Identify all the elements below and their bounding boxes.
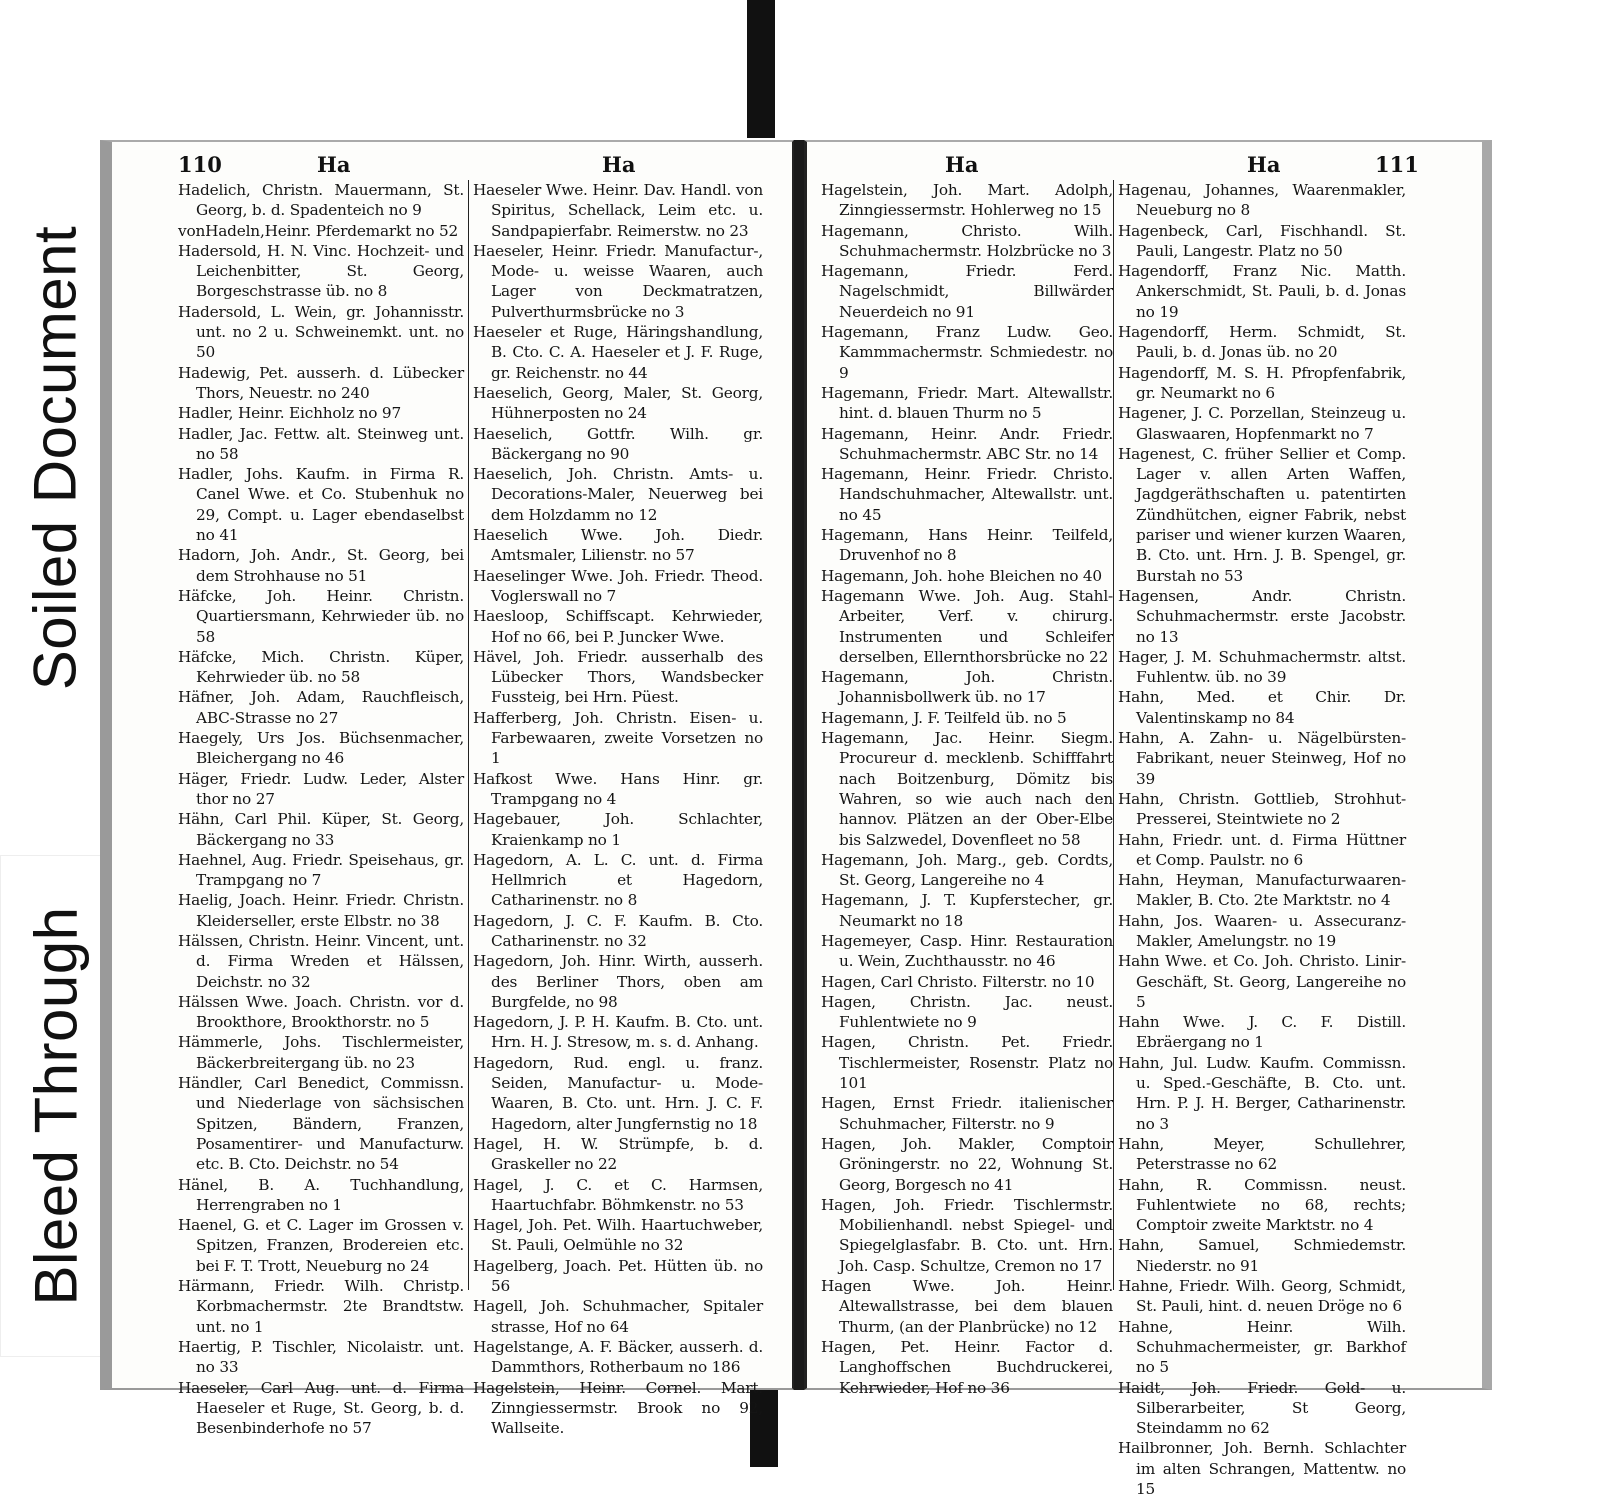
directory-entry: Hagemann, Heinr. Friedr. Christo. Handschuhmacher, Altewallstr. unt. no 45 bbox=[821, 465, 1113, 524]
directory-entry: Hagel, J. C. et C. Harmsen, Haartuchfabr. Böhmkenstr. no 53 bbox=[473, 1175, 763, 1214]
directory-entry: Hälssen, Christn. Heinr. Vincent, unt. d. Firma Wreden et Hälssen, Deichstr. no 32 bbox=[178, 931, 464, 991]
directory-entry: Hagelstange, A. F. Bäcker, ausserh. d. Dammthors, Rotherbaum no 186 bbox=[473, 1337, 763, 1377]
directory-entry: Haehnel, Aug. Friedr. Speisehaus, gr. Trampgang no 7 bbox=[178, 850, 464, 890]
directory-entry: Hadewig, Pet. ausserh. d. Lübecker Thors, Neuestr. no 240 bbox=[178, 363, 464, 402]
directory-entry: Hahn, Samuel, Schmiedemstr. Niederstr. no 91 bbox=[1118, 1236, 1406, 1275]
directory-entry: Hahn Wwe. J. C. F. Distill. Ebräergang no 1 bbox=[1118, 1013, 1406, 1052]
directory-entry: Hagedorn, Joh. Hinr. Wirth, ausserh. des Berliner Thors, oben am Burgfelde, no 98 bbox=[473, 952, 763, 1011]
directory-entry: Hagel, Joh. Pet. Wilh. Haartuchweber, St. Pauli, Oelmühle no 32 bbox=[473, 1216, 763, 1255]
directory-entry: Hagen, Pet. Heinr. Factor d. Langhoffschen Buchdruckerei, Kehrwieder, Hof no 36 bbox=[821, 1337, 1113, 1397]
directory-entry: Hänel, B. A. Tuchhandlung, Herrengraben no 1 bbox=[178, 1175, 464, 1214]
page-number-right: 111 bbox=[1375, 152, 1419, 177]
directory-entry: Hagemann, Joh. Marg., geb. Cordts, St. Georg, Langereihe no 4 bbox=[821, 850, 1113, 890]
directory-entry: Hagebauer, Joh. Schlachter, Kraienkamp no 1 bbox=[473, 810, 763, 849]
directory-entry: Hagelberg, Joach. Pet. Hütten üb. no 56 bbox=[473, 1256, 763, 1296]
directory-entry: Hahn, Friedr. unt. d. Firma Hüttner et Comp. Paulstr. no 6 bbox=[1118, 830, 1406, 869]
directory-entry: Hagenbeck, Carl, Fischhandl. St. Pauli, Langestr. Platz no 50 bbox=[1118, 221, 1406, 260]
directory-entry: Hagenest, C. früher Sellier et Comp. Lager v. allen Arten Waffen, Jagdgeräthschaften u. patentirten Zündhütchen, eigner Fabrik, nebst pariser und wiener kurzen Waaren, B. Cto. unt. Hrn. J. B. Spengel, gr. Burstah no 53 bbox=[1118, 444, 1406, 585]
directory-entry: Hahne, Heinr. Wilh. Schuhmachermeister, gr. Barkhof no 5 bbox=[1118, 1317, 1406, 1377]
running-head-right-1: Ha bbox=[945, 152, 979, 177]
directory-entry: Hadler, Jac. Fettw. alt. Steinweg unt. no 58 bbox=[178, 424, 464, 463]
directory-entry: Hager, J. M. Schuhmachermstr. altst. Fuhlentw. üb. no 39 bbox=[1118, 647, 1406, 687]
directory-entry: Hagemeyer, Casp. Hinr. Restauration u. Wein, Zuchthausstr. no 46 bbox=[821, 931, 1113, 971]
right-page-column-2 bbox=[1113, 180, 1406, 1498]
page-number-left: 110 bbox=[178, 152, 222, 177]
directory-entry: Häger, Friedr. Ludw. Leder, Alster thor no 27 bbox=[178, 769, 464, 808]
running-head-right-2: Ha bbox=[1247, 152, 1281, 177]
directory-entry: Hagemann, Christo. Wilh. Schuhmachermstr. Holzbrücke no 3 bbox=[821, 221, 1113, 260]
directory-entry: Hafferberg, Joh. Christn. Eisen- u. Farbewaaren, zweite Vorsetzen no 1 bbox=[473, 708, 763, 768]
left-page-column-2 bbox=[468, 180, 763, 1438]
directory-entry: Haeselinger Wwe. Joh. Friedr. Theod. Voglerswall no 7 bbox=[473, 566, 763, 605]
directory-entry: Hahn, Heyman, Manufacturwaaren-Makler, B. Cto. 2te Marktstr. no 4 bbox=[1118, 871, 1406, 910]
directory-entry: Hagen, Joh. Friedr. Tischlermstr. Mobilienhandl. nebst Spiegel- und Spiegelglasfabr. B. Cto. unt. Hrn. Joh. Casp. Schultze, Cremon no 17 bbox=[821, 1195, 1113, 1275]
directory-entry: Haelig, Joach. Heinr. Friedr. Christn. Kleiderseller, erste Elbstr. no 38 bbox=[178, 891, 464, 930]
directory-entry: Häfcke, Mich. Christn. Küper, Kehrwieder üb. no 58 bbox=[178, 647, 464, 687]
directory-entry: Hafkost Wwe. Hans Hinr. gr. Trampgang no 4 bbox=[473, 769, 763, 808]
directory-entry: Haeseler Wwe. Heinr. Dav. Handl. von Spiritus, Schellack, Leim etc. u. Sandpapierfabr. Reimerstw. no 23 bbox=[473, 181, 763, 240]
directory-entry: Hämmerle, Johs. Tischlermeister, Bäckerbreitergang üb. no 23 bbox=[178, 1033, 464, 1072]
directory-entry: Hahn, A. Zahn- u. Nägelbürsten-Fabrikant, neuer Steinweg, Hof no 39 bbox=[1118, 729, 1406, 788]
directory-entry: Hahn, Christn. Gottlieb, Strohhut-Presserei, Steintwiete no 2 bbox=[1118, 789, 1406, 829]
directory-entry: Hagedorn, Rud. engl. u. franz. Seiden, Manufactur- u. Mode-Waaren, B. Cto. unt. Hrn. J. C. F. Hagedorn, alter Jungfernstig no 18 bbox=[473, 1053, 763, 1133]
directory-entry: Hagedorn, J. P. H. Kaufm. B. Cto. unt. Hrn. H. J. Stresow, m. s. d. Anhang. bbox=[473, 1013, 763, 1052]
directory-entry: Hadler, Heinr. Eichholz no 97 bbox=[178, 404, 401, 423]
soiled-document-label: Soiled Document bbox=[0, 220, 110, 695]
directory-entry: Hagemann, Heinr. Andr. Friedr. Schuhmachermstr. ABC Str. no 14 bbox=[821, 424, 1113, 463]
directory-entry: Hälssen Wwe. Joach. Christn. vor d. Brookthore, Brookthorstr. no 5 bbox=[178, 992, 464, 1032]
running-head-left-2: Ha bbox=[602, 152, 636, 177]
directory-entry: Haeseler, Carl Aug. unt. d. Firma Haeseler et Ruge, St. Georg, b. d. Besenbinderhofe no 57 bbox=[178, 1378, 464, 1438]
directory-entry: Haeseler, Heinr. Friedr. Manufactur-, Mode- u. weisse Waaren, auch Lager von Deckmatratzen, Pulverthurmsbrücke no 3 bbox=[473, 241, 763, 321]
directory-entry: Hagendorff, Franz Nic. Matth. Ankerschmidt, St. Pauli, b. d. Jonas no 19 bbox=[1118, 262, 1406, 321]
directory-entry: Hahne, Friedr. Wilh. Georg, Schmidt, St. Pauli, hint. d. neuen Dröge no 6 bbox=[1118, 1277, 1406, 1316]
directory-entry: Hagelstein, Joh. Mart. Adolph, Zinngiessermstr. Hohlerweg no 15 bbox=[821, 181, 1113, 220]
directory-entry: Häfcke, Joh. Heinr. Christn. Quartiersmann, Kehrwieder üb. no 58 bbox=[178, 586, 464, 646]
directory-entry: Hagendorff, Herm. Schmidt, St. Pauli, b. d. Jonas üb. no 20 bbox=[1118, 323, 1406, 362]
directory-entry: Haenel, G. et C. Lager im Grossen v. Spitzen, Franzen, Brodereien etc. bei F. T. Trott, Neueburg no 24 bbox=[178, 1216, 464, 1275]
directory-entry: Hagen, Joh. Makler, Comptoir Gröningerstr. no 22, Wohnung St. Georg, Borgesch no 41 bbox=[821, 1134, 1113, 1194]
directory-entry: Hagemann, J. F. Teilfeld üb. no 5 bbox=[821, 708, 1067, 727]
book-gutter bbox=[794, 140, 804, 1390]
directory-entry: Hagen, Christn. Jac. neust. Fuhlentwiete no 9 bbox=[821, 992, 1113, 1032]
directory-entry: Hahn Wwe. et Co. Joh. Christo. Linir-Geschäft, St. Georg, Langereihe no 5 bbox=[1118, 952, 1406, 1011]
directory-entry: Hadorn, Joh. Andr., St. Georg, bei dem Strohhause no 51 bbox=[178, 546, 464, 585]
left-page-column-1 bbox=[178, 180, 464, 1438]
directory-entry: Hagemann, Friedr. Mart. Altewallstr. hint. d. blauen Thurm no 5 bbox=[821, 383, 1113, 423]
directory-entry: Hagensen, Andr. Christn. Schuhmachermstr. erste Jacobstr. no 13 bbox=[1118, 586, 1406, 646]
left-page bbox=[100, 140, 794, 1438]
directory-entry: Härmann, Friedr. Wilh. Christp. Korbmachermstr. 2te Brandtstw. unt. no 1 bbox=[178, 1277, 464, 1336]
directory-entry: Haeselich, Gottfr. Wilh. gr. Bäckergang no 90 bbox=[473, 424, 763, 463]
right-page-column-1 bbox=[821, 180, 1113, 1398]
directory-entry: Haeselich Wwe. Joh. Diedr. Amtsmaler, Lilienstr. no 57 bbox=[473, 526, 763, 565]
directory-entry: Hagen, Christn. Pet. Friedr. Tischlermeister, Rosenstr. Platz no 101 bbox=[821, 1033, 1113, 1093]
directory-entry: Hahn, Meyer, Schullehrer, Peterstrasse no 62 bbox=[1118, 1134, 1406, 1174]
open-book bbox=[100, 140, 1492, 1498]
directory-entry: Hadersold, H. N. Vinc. Hochzeit- und Leichenbitter, St. Georg, Borgeschstrasse üb. no 8 bbox=[178, 241, 464, 301]
directory-entry: Hagener, J. C. Porzellan, Steinzeug u. Glaswaaren, Hopfenmarkt no 7 bbox=[1118, 404, 1406, 443]
directory-entry: Hagemann, Jac. Heinr. Siegm. Procureur d. mecklenb. Schifffahrt nach Boitzenburg, Dömitz bis Wahren, so wie auch nach den hannov. Plätzen an der Ober-Elbe bis Salzwedel, Dovenfleet no 58 bbox=[821, 729, 1113, 849]
directory-entry: Händler, Carl Benedict, Commissn. und Niederlage von sächsischen Spitzen, Bändern, Franzen, Posamentirer- und Manufacturw. etc. B. Cto. Deichstr. no 54 bbox=[178, 1074, 464, 1174]
directory-entry: Hagel, H. W. Strümpfe, b. d. Graskeller no 22 bbox=[473, 1134, 763, 1174]
directory-entry: Hadelich, Christn. Mauermann, St. Georg, b. d. Spadenteich no 9 bbox=[178, 181, 464, 220]
directory-entry: Hahn, Jos. Waaren- u. Assecuranz-Makler, Amelungstr. no 19 bbox=[1118, 911, 1406, 950]
directory-entry: Haeselich, Georg, Maler, St. Georg, Hühnerposten no 24 bbox=[473, 383, 763, 423]
directory-entry: Hagemann, J. T. Kupferstecher, gr. Neumarkt no 18 bbox=[821, 891, 1113, 930]
directory-entry: Hagedorn, A. L. C. unt. d. Firma Hellmrich et Hagedorn, Catharinenstr. no 8 bbox=[473, 850, 763, 910]
directory-entry: Haertig, P. Tischler, Nicolaistr. unt. no 33 bbox=[178, 1337, 464, 1377]
directory-entry: Haesloop, Schiffscapt. Kehrwieder, Hof no 66, bei P. Juncker Wwe. bbox=[473, 607, 763, 646]
directory-entry: Hagemann, Joh. Christn. Johannisbollwerk üb. no 17 bbox=[821, 668, 1113, 707]
directory-entry: Hävel, Joh. Friedr. ausserhalb des Lübecker Thors, Wandsbecker Fussteig, bei Hrn. Püest. bbox=[473, 647, 763, 707]
directory-entry: Haidt, Joh. Friedr. Gold- u. Silberarbeiter, St Georg, Steindamm no 62 bbox=[1118, 1378, 1406, 1438]
directory-entry: Hagemann Wwe. Joh. Aug. Stahl-Arbeiter, Verf. v. chirurg. Instrumenten und Schleifer derselben, Ellernthorsbrücke no 22 bbox=[821, 586, 1113, 666]
binding-strip-top bbox=[747, 0, 775, 138]
bleed-through-label: Bleed Through bbox=[0, 855, 112, 1357]
directory-entry: Hagen Wwe. Joh. Heinr. Altewallstrasse, bei dem blauen Thurm, (an der Planbrücke) no 12 bbox=[821, 1277, 1113, 1336]
directory-entry: Hahn, R. Commissn. neust. Fuhlentwiete no 68, rechts; Comptoir zweite Marktstr. no 4 bbox=[1118, 1175, 1406, 1235]
directory-entry: Hagelstein, Heinr. Cornel. Mart. Zinngiessermstr. Brook no 92, Wallseite. bbox=[473, 1378, 763, 1438]
running-head-left-1: Ha bbox=[317, 152, 351, 177]
directory-entry: Hagedorn, J. C. F. Kaufm. B. Cto. Catharinenstr. no 32 bbox=[473, 911, 763, 950]
directory-entry: Hahn, Med. et Chir. Dr. Valentinskamp no 84 bbox=[1118, 688, 1406, 727]
directory-entry: Hadersold, L. Wein, gr. Johannisstr. unt. no 2 u. Schweinemkt. unt. no 50 bbox=[178, 302, 464, 362]
directory-entry: Hagemann, Franz Ludw. Geo. Kammmachermstr. Schmiedestr. no 9 bbox=[821, 323, 1113, 382]
directory-entry: Hagen, Carl Christo. Filterstr. no 10 bbox=[821, 972, 1095, 991]
directory-entry: Hailbronner, Joh. Bernh. Schlachter im alten Schrangen, Mattentw. no 15 bbox=[1118, 1439, 1406, 1498]
directory-entry: Hähn, Carl Phil. Küper, St. Georg, Bäckergang no 33 bbox=[178, 810, 464, 849]
directory-entry: Haegely, Urs Jos. Büchsenmacher, Bleichergang no 46 bbox=[178, 729, 464, 768]
directory-entry: vonHadeln,Heinr. Pferdemarkt no 52 bbox=[178, 221, 459, 240]
directory-entry: Hagendorff, M. S. H. Pfropfenfabrik, gr. Neumarkt no 6 bbox=[1118, 363, 1406, 402]
directory-entry: Hagen, Ernst Friedr. italienischer Schuhmacher, Filterstr. no 9 bbox=[821, 1094, 1113, 1133]
directory-entry: Hahn, Jul. Ludw. Kaufm. Commissn. u. Sped.-Geschäfte, B. Cto. unt. Hrn. P. J. H. Berger, Catharinenstr. no 3 bbox=[1118, 1053, 1406, 1133]
directory-entry: Hagemann, Hans Heinr. Teilfeld, Druvenhof no 8 bbox=[821, 526, 1113, 565]
directory-entry: Haeseler et Ruge, Häringshandlung, B. Cto. C. A. Haeseler et J. F. Ruge, gr. Reichenstr. no 44 bbox=[473, 323, 763, 382]
directory-entry: Hagenau, Johannes, Waarenmakler, Neueburg no 8 bbox=[1118, 181, 1406, 220]
directory-entry: Haeselich, Joh. Christn. Amts- u. Decorations-Maler, Neuerweg bei dem Holzdamm no 12 bbox=[473, 465, 763, 524]
directory-entry: Hagell, Joh. Schuhmacher, Spitaler strasse, Hof no 64 bbox=[473, 1297, 763, 1336]
directory-entry: Hagemann, Joh. hohe Bleichen no 40 bbox=[821, 566, 1102, 585]
directory-entry: Häfner, Joh. Adam, Rauchfleisch, ABC-Strasse no 27 bbox=[178, 688, 464, 727]
directory-entry: Hagemann, Friedr. Ferd. Nagelschmidt, Billwärder Neuerdeich no 91 bbox=[821, 262, 1113, 321]
right-page bbox=[804, 140, 1492, 1498]
directory-entry: Hadler, Johs. Kaufm. in Firma R. Canel Wwe. et Co. Stubenhuk no 29, Compt. u. Lager ebendaselbst no 41 bbox=[178, 465, 464, 545]
